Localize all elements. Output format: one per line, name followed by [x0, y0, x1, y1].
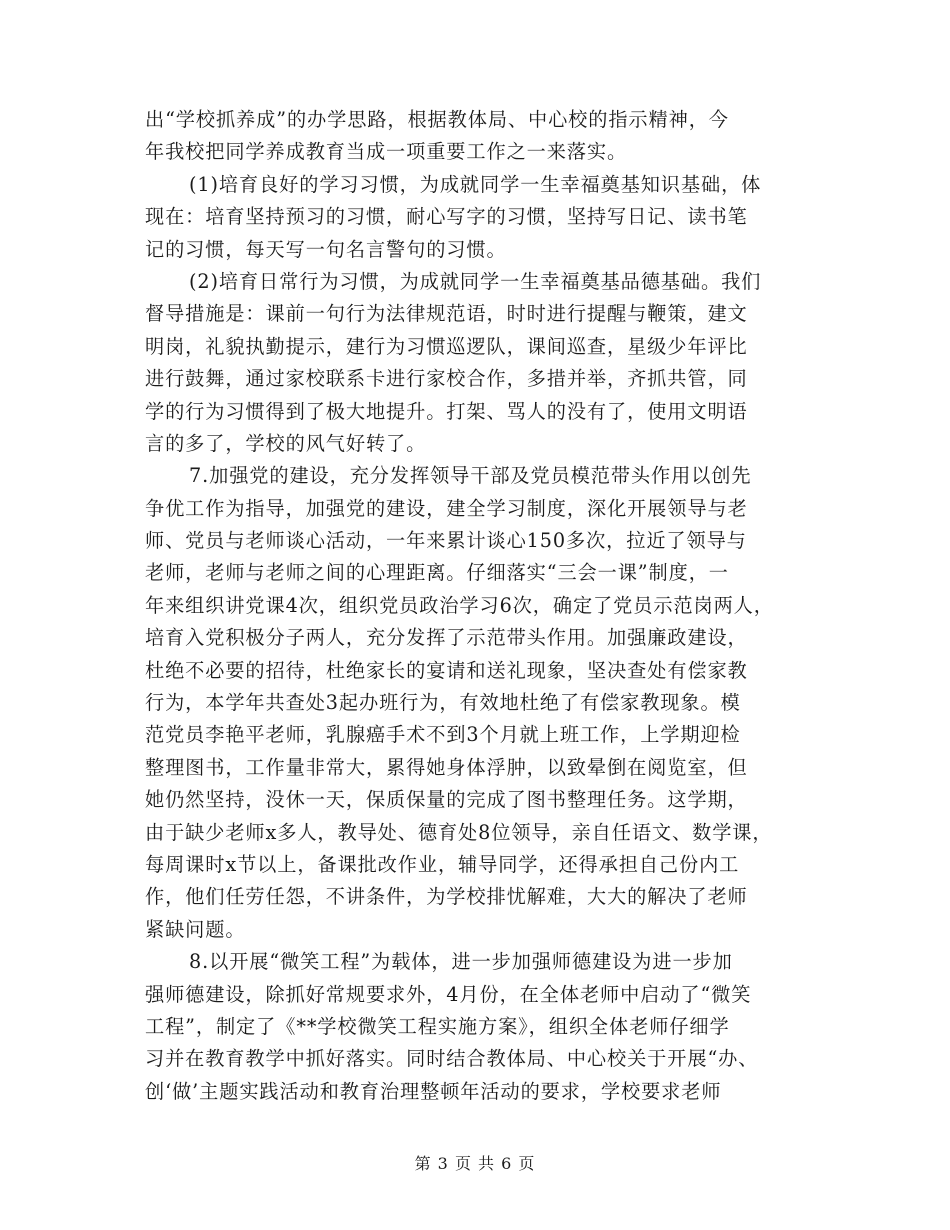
paragraph-start-line: (1)培育良好的学习习惯，为成就同学一生幸福奠基知识基础，体 [189, 172, 762, 196]
text-line: 紧缺问题。 [145, 917, 246, 941]
paragraph-start-line: 8.以开展“微笑工程”为载体，进一步加强师德建设为进一步加 [189, 950, 733, 974]
text-line: 由于缺少老师x多人，教导处、德育处8位领导，亲自任语文、数学课， [145, 820, 773, 844]
page-number-footer: 第 3 页 共 6 页 [414, 1154, 536, 1173]
text-line: 年我校把同学养成教育当成一项重要工作之一来落实。 [145, 140, 628, 164]
text-line: 年来组织讲党课4次，组织党员政治学习6次，确定了党员示范岗两人， [145, 593, 774, 617]
text-line: 作，他们任劳任怨，不讲条件，为学校排忧解难，大大的解决了老师 [145, 885, 748, 909]
paragraph-start-line: 7.加强党的建设，充分发挥领导干部及党员模范带头作用以创先 [189, 464, 752, 488]
text-line: 杜绝不必要的招待，杜绝家长的宴请和送礼现象，坚决查处有偿家教 [145, 658, 748, 682]
text-line: 言的多了，学校的风气好转了。 [145, 431, 427, 455]
text-line: 强师德建设，除抓好常规要求外，4月份，在全体老师中启动了“微笑 [145, 982, 752, 1006]
text-line: 记的习惯，每天写一句名言警句的习惯。 [145, 237, 507, 261]
text-line: 学的行为习惯得到了极大地提升。打架、骂人的没有了，使用文明语 [145, 399, 748, 423]
text-line: 培育入党积极分子两人，充分发挥了示范带头作用。加强廉政建设， [145, 626, 748, 650]
text-line: 每周课时x节以上，备课批改作业，辅导同学，还得承担自己份内工 [145, 852, 740, 876]
text-line: 行为，本学年共查处3起办班行为，有效地杜绝了有偿家教现象。模 [145, 691, 741, 715]
text-line: 现在：培育坚持预习的习惯，耐心写字的习惯，坚持写日记、读书笔 [145, 205, 748, 229]
text-line: 师、党员与老师谈心活动，一年来累计谈心150多次，拉近了领导与 [145, 529, 747, 553]
text-line: 老师，老师与老师之间的心理距离。仔细落实“三会一课”制度，一 [145, 561, 729, 585]
document-body [145, 104, 835, 1108]
text-line: 习并在教育教学中抓好落实。同时结合教体局、中心校关于开展“办、 [145, 1047, 759, 1071]
text-line: 明岗，礼貌执勤提示，建行为习惯巡逻队，课间巡查，星级少年评比 [145, 334, 748, 358]
text-line: 工程”，制定了《**学校微笑工程实施方案》，组织全体老师仔细学 [145, 1014, 730, 1038]
text-line: 她仍然坚持，没休一天，保质保量的完成了图书整理任务。这学期， [145, 788, 748, 812]
text-line: 督导措施是：课前一句行为法律规范语，时时进行提醒与鞭策，建文 [145, 302, 748, 326]
text-line: 争优工作为指导，加强党的建设，建全学习制度，深化开展领导与老 [145, 496, 748, 520]
text-line: 创‘做’主题实践活动和教育治理整顿年活动的要求，学校要求老师 [145, 1079, 722, 1103]
text-line: 出“学校抓养成”的办学思路，根据教体局、中心校的指示精神，今 [145, 108, 729, 131]
paragraph-start-line: (2)培育日常行为习惯，为成就同学一生幸福奠基品德基础。我们 [189, 269, 762, 293]
text-line: 进行鼓舞，通过家校联系卡进行家校合作，多措并举，齐抓共管，同 [145, 367, 748, 391]
text-line: 范党员李艳平老师，乳腺癌手术不到3个月就上班工作，上学期迎检 [145, 723, 741, 747]
text-line: 整理图书，工作量非常大，累得她身体浮肿，以致晕倒在阅览室，但 [145, 755, 748, 779]
